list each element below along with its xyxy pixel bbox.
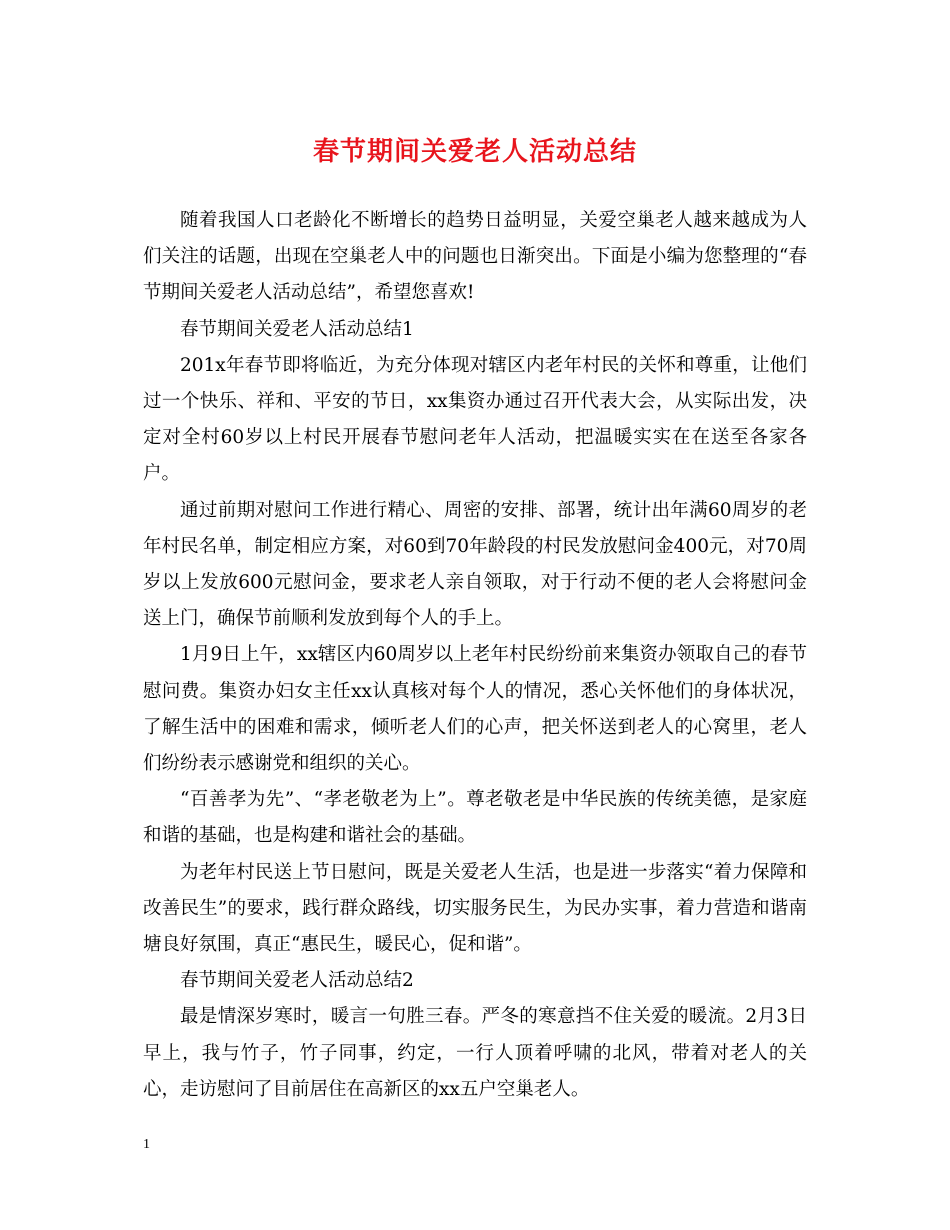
section-heading-1: 春节期间关爱老人活动总结1 — [180, 318, 414, 340]
document-title: 春节期间关爱老人活动总结 — [312, 137, 637, 167]
body-paragraph: 通过前期对慰问工作进行精心、周密的安排、部署，统计出年满60周岁的老年村民名单，制定相应方案，对60到70年龄段的村民发放慰问金400元，对70周岁以上发放600元慰问金，要求老人亲自领取，对于行动不便的老人会将慰问金送上门，确保节前顺利发放到每个人的手上。 — [143, 499, 807, 630]
intro-paragraph: 随着我国人口老龄化不断增长的趋势日益明显，关爱空巢老人越来越成为人们关注的话题，出现在空巢老人中的问题也日渐突出。下面是小编为您整理的“春节期间关爱老人活动总结”，希望您喜欢! — [143, 210, 807, 304]
body-paragraph: “百善孝为先”、“孝老敬老为上”。尊老敬老是中华民族的传统美德，是家庭和谐的基础，也是构建和谐社会的基础。 — [143, 789, 807, 847]
section-heading-2: 春节期间关爱老人活动总结2 — [180, 970, 414, 992]
page-number: 1 — [143, 1137, 150, 1152]
body-paragraph: 为老年村民送上节日慰问，既是关爱老人生活，也是进一步落实“着力保障和改善民生”的要求，践行群众路线，切实服务民生，为民办实事，着力营造和谐南塘良好氛围，真正“惠民生，暖民心，促和谐”。 — [143, 861, 807, 956]
body-paragraph: 201x年春节即将临近，为充分体现对辖区内老年村民的关怀和尊重，让他们过一个快乐、祥和、平安的节日，xx集资办通过召开代表大会，从实际出发，决定对全村60岁以上村民开展春节慰问老年人活动，把温暖实实在在送至各家各户。 — [143, 354, 807, 485]
document-body — [143, 203, 807, 1108]
body-paragraph: 1月9日上午，xx辖区内60周岁以上老年村民纷纷前来集资办领取自己的春节慰问费。集资办妇女主任xx认真核对每个人的情况，悉心关怀他们的身体状况，了解生活中的困难和需求，倾听老人们的心声，把关怀送到老人的心窝里，老人们纷纷表示感谢党和组织的关心。 — [143, 644, 807, 775]
body-paragraph: 最是情深岁寒时，暖言一句胜三春。严冬的寒意挡不住关爱的暖流。2月3日早上，我与竹子，竹子同事，约定，一行人顶着呼啸的北风，带着对老人的关心，走访慰问了目前居住在高新区的xx五户空巢老人。 — [143, 1006, 807, 1100]
